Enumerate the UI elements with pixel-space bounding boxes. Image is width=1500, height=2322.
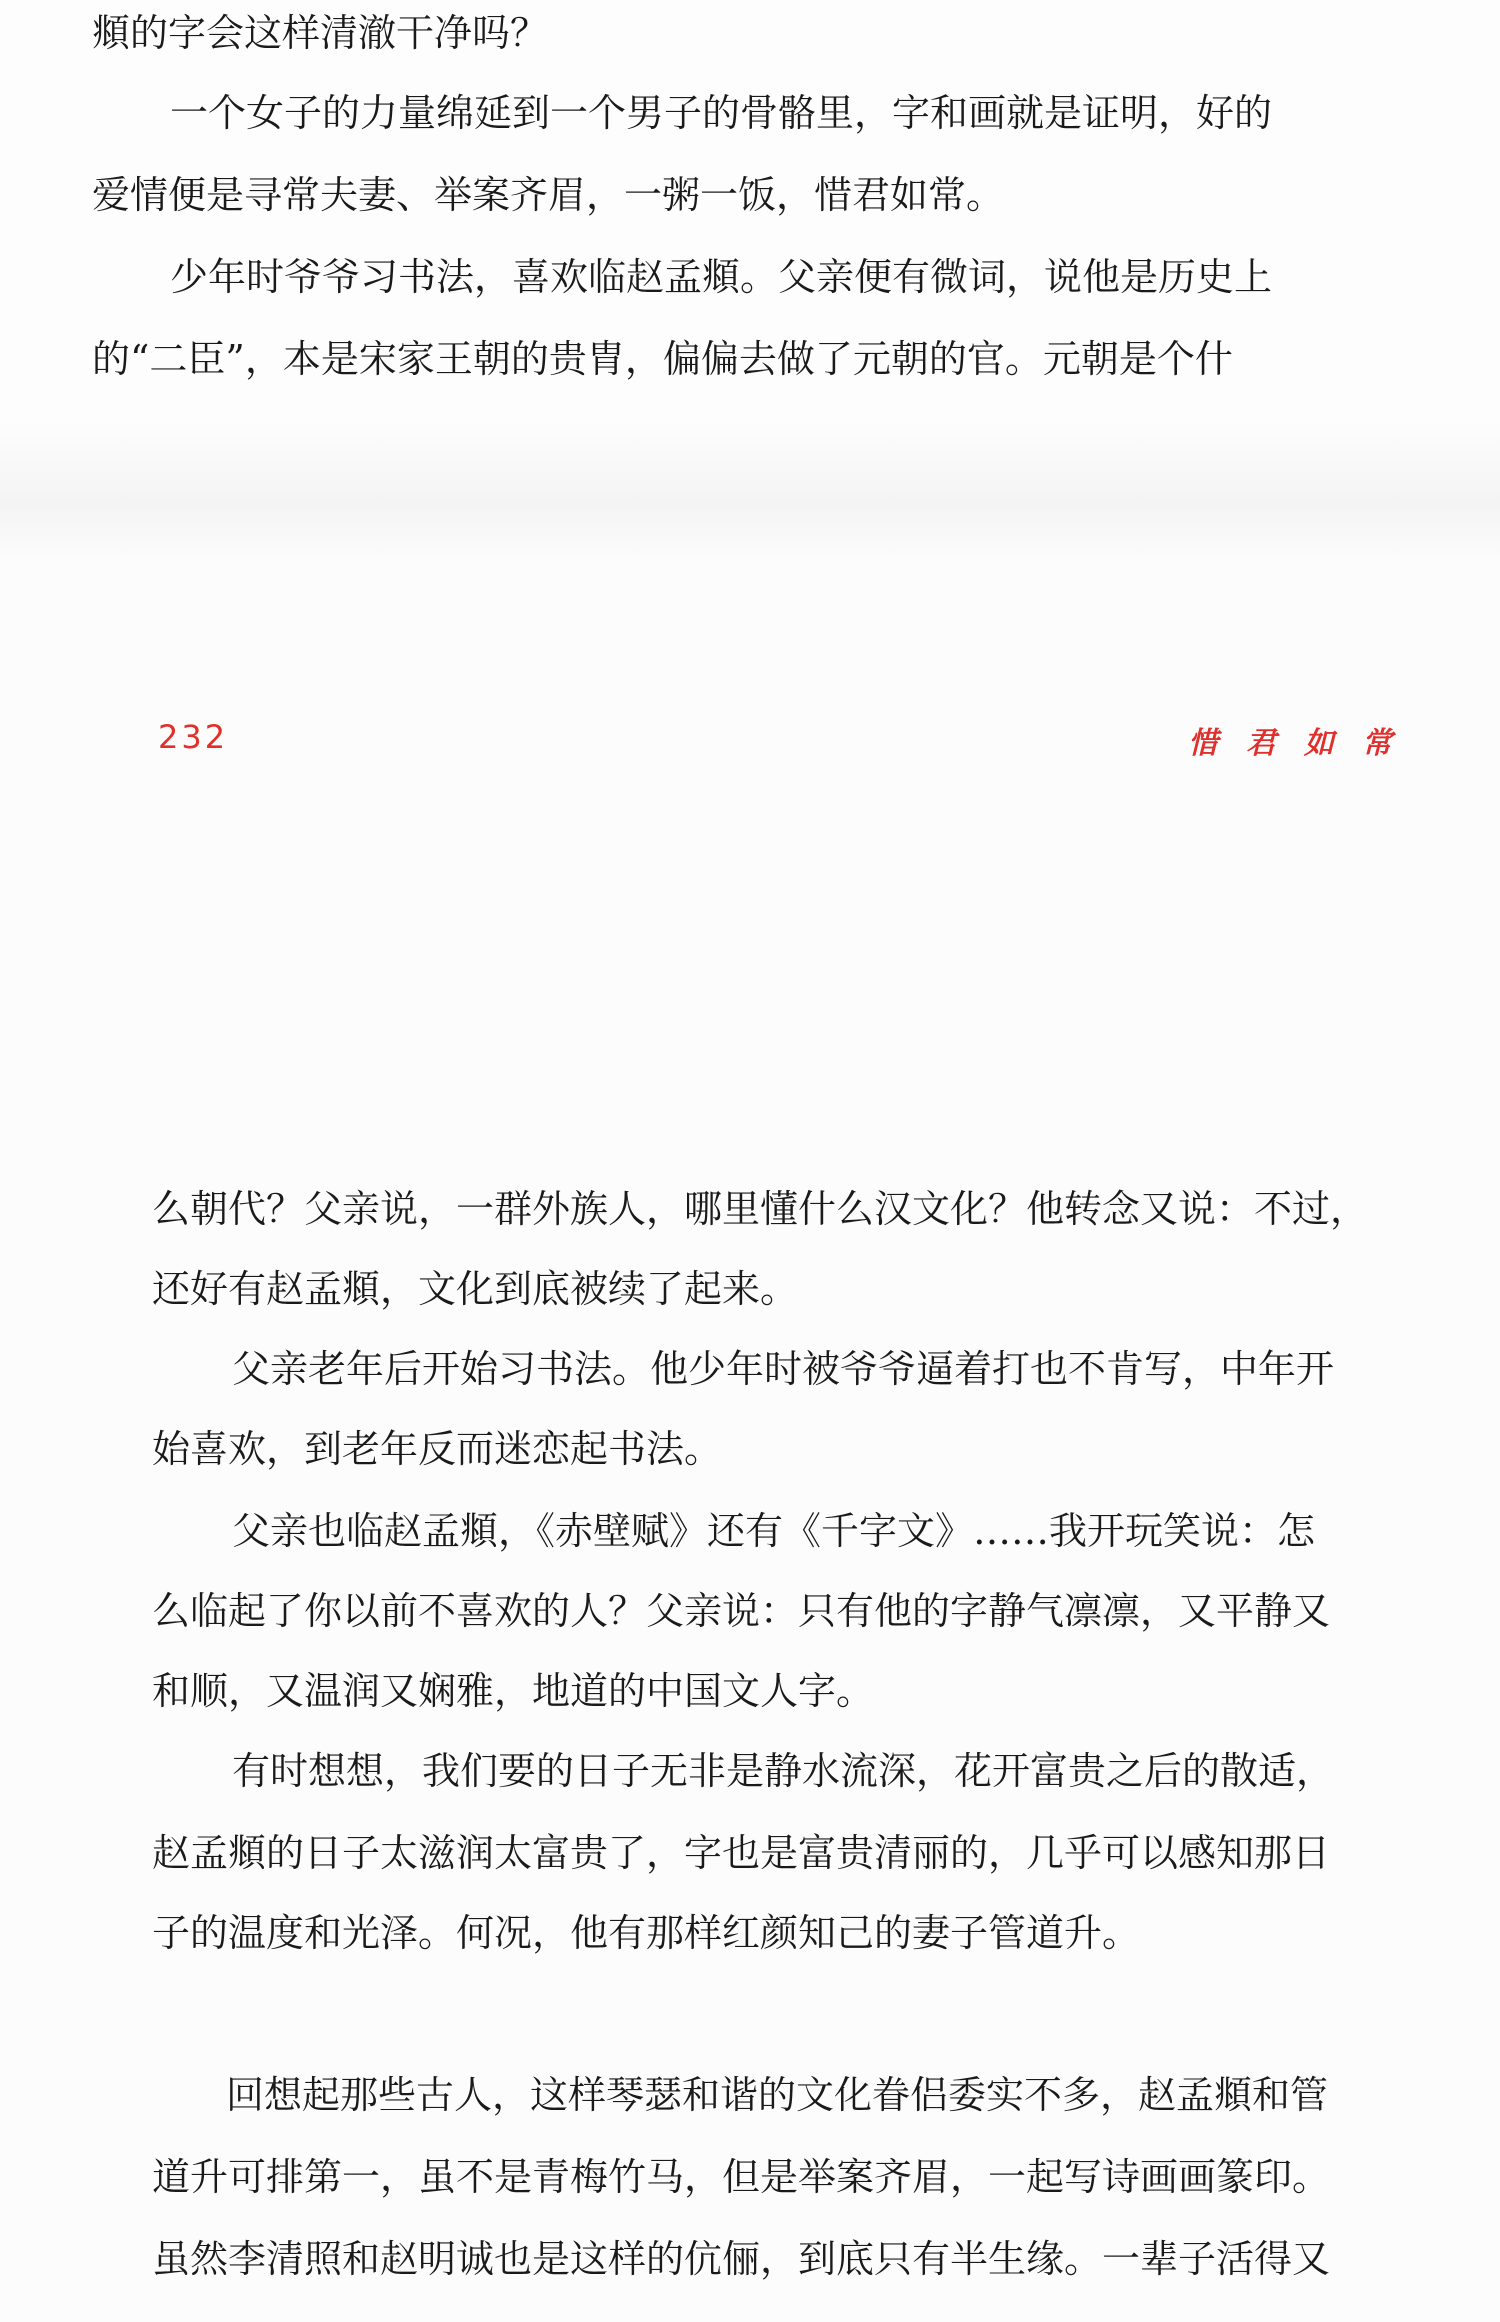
body-text-line: 赵孟頫的日子太滋润太富贵了，字也是富贵清丽的，几乎可以感知那日 <box>152 1831 1331 1875</box>
body-text-line: 么朝代？父亲说，一群外族人，哪里懂什么汉文化？他转念又说：不过， <box>152 1187 1369 1231</box>
body-text-line: 頫的字会这样清澈干净吗？ <box>92 11 549 55</box>
body-text-line: 虽然李清照和赵明诚也是这样的伉俪，到底只有半生缘。一辈子活得又 <box>152 2237 1331 2281</box>
page-number: 232 <box>158 718 229 756</box>
body-text-line: 爱情便是寻常夫妻、举案齐眉，一粥一饭，惜君如常。 <box>92 173 1005 217</box>
running-title: 惜君如常 <box>1188 726 1420 761</box>
body-text-line: 么临起了你以前不喜欢的人？父亲说：只有他的字静气凛凛，又平静又 <box>152 1589 1331 1633</box>
body-text-line: 父亲也临赵孟頫，《赤壁赋》还有《千字文》……我开玩笑说：怎 <box>232 1509 1316 1553</box>
body-text-line: 的“二臣”，本是宋家王朝的贵胄，偏偏去做了元朝的官。元朝是个什 <box>92 337 1233 381</box>
body-text-line: 还好有赵孟頫，文化到底被续了起来。 <box>152 1267 799 1311</box>
body-text-line: 一个女子的力量绵延到一个男子的骨骼里，字和画就是证明，好的 <box>170 91 1273 135</box>
body-text-line: 子的温度和光泽。何况，他有那样红颜知己的妻子管道升。 <box>152 1911 1141 1955</box>
body-text-line: 父亲老年后开始习书法。他少年时被爷爷逼着打也不肯写，中年开 <box>232 1347 1335 1391</box>
body-text-line: 道升可排第一，虽不是青梅竹马，但是举案齐眉，一起写诗画画篆印。 <box>152 2155 1331 2199</box>
body-text-line: 始喜欢，到老年反而迷恋起书法。 <box>152 1427 723 1471</box>
body-text-line: 回想起那些古人，这样琴瑟和谐的文化眷侣委实不多，赵孟頫和管 <box>226 2073 1329 2117</box>
body-text-line: 有时想想，我们要的日子无非是静水流深，花开富贵之后的散适， <box>232 1749 1335 1793</box>
page-break-shadow <box>0 420 1500 560</box>
body-text-line: 少年时爷爷习书法，喜欢临赵孟頫。父亲便有微词，说他是历史上 <box>170 255 1273 299</box>
body-text-line: 和顺，又温润又娴雅，地道的中国文人字。 <box>152 1669 875 1713</box>
